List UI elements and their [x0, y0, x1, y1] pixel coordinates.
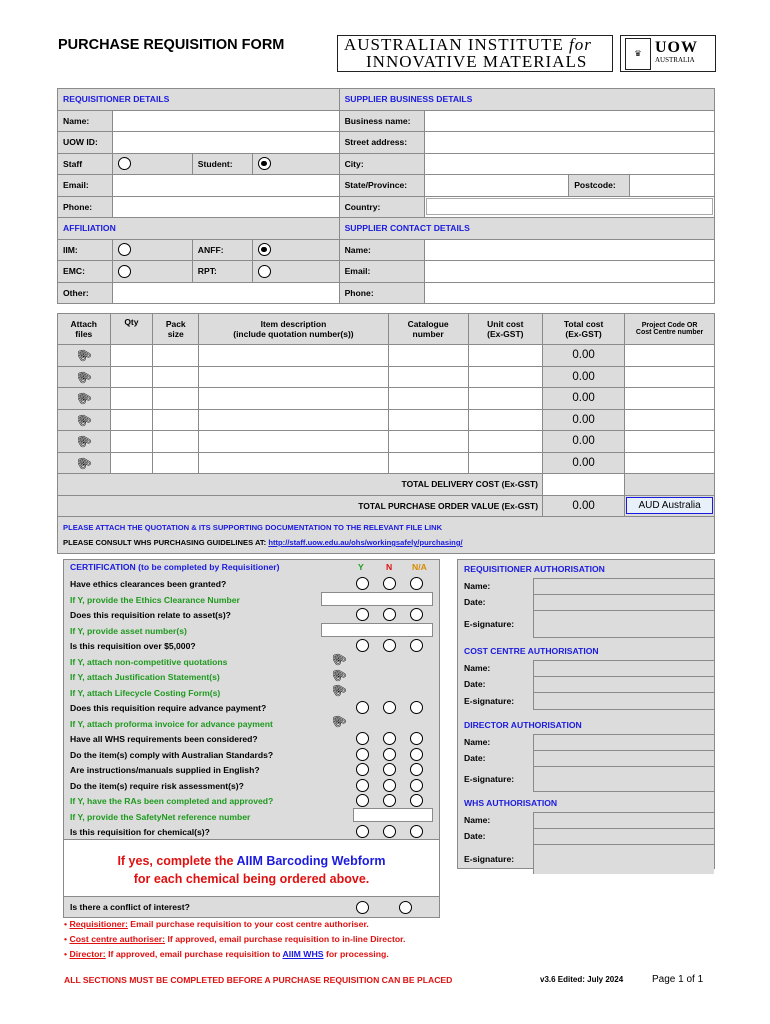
other-field[interactable]: [112, 282, 339, 304]
cc-auth-date-label: Date:: [464, 679, 486, 689]
contact-email-field[interactable]: [424, 261, 714, 283]
q-chemicals: Is this requisition for chemical(s)?: [70, 827, 210, 837]
iim-label: IIM:: [58, 239, 113, 261]
req-auth-date-field[interactable]: [533, 594, 714, 610]
contact-email-label: Email:: [339, 261, 424, 283]
cc-auth-heading: COST CENTRE AUTHORISATION: [464, 646, 599, 656]
col-total-cost: Total cost (Ex-GST): [543, 314, 625, 345]
english-y-radio[interactable]: [356, 763, 369, 776]
q-advance-payment: Does this requisition require advance payment?: [70, 703, 267, 713]
emc-radio[interactable]: [118, 265, 131, 278]
ethics-n-radio[interactable]: [383, 577, 396, 590]
instr-role-director: Director:: [69, 949, 106, 959]
attach-note: PLEASE ATTACH THE QUOTATION & ITS SUPPORTING DOCUMENTATION TO THE RELEVANT FILE LINK: [63, 523, 443, 532]
q-proforma: If Y, attach proforma invoice for advance payment: [70, 718, 273, 729]
na-header: N/A: [412, 562, 427, 572]
q-conflict: Is there a conflict of interest?: [70, 902, 190, 912]
whs-auth-esig-field[interactable]: [533, 844, 714, 874]
whs-auth-heading: WHS AUTHORISATION: [464, 798, 558, 808]
req-auth-esig-field[interactable]: [533, 610, 714, 638]
whs-auth-esig-label: E-signature:: [464, 854, 515, 864]
col-project-code: Project Code OR Cost Centre number: [625, 314, 715, 345]
whs-note: PLEASE CONSULT WHS PURCHASING GUIDELINES AT:: [63, 538, 267, 547]
city-field[interactable]: [424, 153, 714, 175]
conflict-n-radio[interactable]: [399, 901, 412, 914]
chem-n-radio[interactable]: [383, 825, 396, 838]
ethics-y-radio[interactable]: [356, 577, 369, 590]
uow-logo: [620, 35, 716, 72]
dir-auth-esig-field[interactable]: [533, 766, 714, 792]
req-auth-heading: REQUISITIONER AUTHORISATION: [464, 564, 605, 574]
col-pack: Pack size: [153, 314, 199, 345]
other-label: Other:: [58, 282, 113, 304]
req-name-label: Name:: [58, 110, 113, 132]
chemical-callout: [64, 839, 439, 897]
q-ras-approved: If Y, have the RAs been completed and approved?: [70, 796, 274, 806]
country-label: Country:: [339, 196, 424, 218]
anff-radio[interactable]: [258, 243, 271, 256]
standards-na-radio[interactable]: [410, 748, 423, 761]
standards-n-radio[interactable]: [383, 748, 396, 761]
item-row: [58, 388, 715, 410]
postcode-field[interactable]: [630, 175, 715, 197]
row-total: 0.00: [543, 366, 625, 388]
staff-label: Staff: [58, 153, 113, 175]
ethics-na-radio[interactable]: [410, 577, 423, 590]
chem-y-radio[interactable]: [356, 825, 369, 838]
student-radio[interactable]: [258, 157, 271, 170]
row-total: 0.00: [543, 388, 625, 410]
whs-y-radio[interactable]: [356, 732, 369, 745]
page-number: Page 1 of 1: [652, 974, 704, 985]
standards-y-radio[interactable]: [356, 748, 369, 761]
item-row: [58, 431, 715, 453]
dir-auth-name-label: Name:: [464, 737, 491, 747]
q-ethics-number: If Y, provide the Ethics Clearance Number: [70, 594, 240, 605]
req-auth-name-label: Name:: [464, 581, 491, 591]
country-select[interactable]: [426, 198, 713, 215]
attach-file-icon[interactable]: 🖇: [73, 452, 95, 474]
attach-proforma-icon[interactable]: 🖇: [328, 710, 349, 732]
req-email-field[interactable]: [112, 175, 339, 197]
state-field[interactable]: [424, 175, 569, 197]
page-title: PURCHASE REQUISITION FORM: [58, 37, 285, 53]
q-asset-number: If Y, provide asset number(s): [70, 625, 187, 636]
emc-label: EMC:: [58, 261, 113, 283]
chem-na-radio[interactable]: [410, 825, 423, 838]
n-header: N: [386, 562, 393, 572]
req-email-label: Email:: [58, 175, 113, 197]
cc-auth-date-field[interactable]: [533, 676, 714, 692]
q-whs: Have all WHS requirements been considered?: [70, 734, 258, 744]
delivery-cost-label: TOTAL DELIVERY COST (Ex-GST): [58, 474, 543, 496]
col-catalogue: Catalogue number: [388, 314, 468, 345]
supplier-heading: SUPPLIER BUSINESS DETAILS: [339, 89, 714, 111]
contact-phone-field[interactable]: [424, 282, 714, 304]
dir-auth-date-field[interactable]: [533, 750, 714, 766]
po-value: 0.00: [543, 495, 625, 517]
contact-name-label: Name:: [339, 239, 424, 261]
rpt-label: RPT:: [192, 261, 252, 283]
requisitioner-heading: REQUISITIONER DETAILS: [58, 89, 340, 111]
logo-line1: AUSTRALIAN INSTITUTE: [344, 35, 564, 54]
q-over-5000: Is this requisition over $5,000?: [70, 641, 196, 651]
delivery-cost-field[interactable]: [543, 474, 625, 496]
business-name-label: Business name:: [339, 110, 424, 132]
req-auth-date-label: Date:: [464, 597, 486, 607]
state-label: State/Province:: [339, 175, 424, 197]
risk-y-radio[interactable]: [356, 779, 369, 792]
advance-na-radio[interactable]: [410, 701, 423, 714]
barcoding-webform-link[interactable]: AIIM Barcoding Webform: [236, 854, 386, 868]
cc-auth-name-field[interactable]: [533, 660, 714, 676]
ras-y-radio[interactable]: [356, 794, 369, 807]
instr-role-cost-centre: Cost centre authoriser:: [69, 934, 166, 944]
row-total: 0.00: [543, 345, 625, 367]
item-row: [58, 409, 715, 431]
attach-file-icon[interactable]: 🖇: [73, 387, 95, 409]
whs-na-radio[interactable]: [410, 732, 423, 745]
footer-warning: ALL SECTIONS MUST BE COMPLETED BEFORE A PURCHASE REQUISITION CAN BE PLACED: [64, 975, 453, 985]
q-ethics: Have ethics clearances been granted?: [70, 579, 227, 589]
assets-y-radio[interactable]: [356, 608, 369, 621]
chem-text-post: for each chemical being ordered above.: [133, 872, 370, 886]
req-auth-esig-label: E-signature:: [464, 619, 515, 629]
iim-radio[interactable]: [118, 243, 131, 256]
cc-auth-name-label: Name:: [464, 663, 491, 673]
whs-n-radio[interactable]: [383, 732, 396, 745]
attach-file-icon[interactable]: 🖇: [73, 430, 95, 452]
col-description: Item description (include quotation number(s)): [199, 314, 388, 345]
uow-wordmark: UOW: [655, 38, 698, 56]
col-attach: Attach files: [58, 314, 111, 345]
over5000-n-radio[interactable]: [383, 639, 396, 652]
attach-file-icon[interactable]: 🖇: [73, 366, 95, 388]
instr-text-3b: for processing.: [323, 949, 389, 959]
authorisation-panel: [457, 559, 715, 869]
staff-radio[interactable]: [118, 157, 131, 170]
supplier-contact-heading: SUPPLIER CONTACT DETAILS: [339, 218, 714, 240]
q-risk: Do the item(s) require risk assessment(s)?: [70, 780, 244, 791]
q-english: Are instructions/manuals supplied in English?: [70, 765, 260, 775]
logo-for: for: [568, 35, 592, 54]
req-phone-field[interactable]: [112, 196, 339, 218]
contact-phone-label: Phone:: [339, 282, 424, 304]
q-lifecycle: If Y, attach Lifecycle Costing Form(s): [70, 687, 221, 698]
items-table: [57, 313, 715, 554]
over5000-na-radio[interactable]: [410, 639, 423, 652]
y-header: Y: [358, 562, 364, 572]
item-row: [58, 366, 715, 388]
whs-auth-date-field[interactable]: [533, 828, 714, 844]
chem-text-pre: If yes, complete the: [117, 854, 237, 868]
student-label: Student:: [192, 153, 252, 175]
rpt-radio[interactable]: [258, 265, 271, 278]
certification-radios: [356, 577, 436, 841]
conflict-y-radio[interactable]: [356, 901, 369, 914]
postcode-label: Postcode:: [569, 175, 630, 197]
row-total: 0.00: [543, 431, 625, 453]
risk-na-radio[interactable]: [410, 779, 423, 792]
advance-y-radio[interactable]: [356, 701, 369, 714]
q-justification: If Y, attach Justification Statement(s): [70, 672, 220, 682]
street-field[interactable]: [424, 132, 714, 154]
aiim-logo: [337, 35, 613, 72]
whs-auth-name-label: Name:: [464, 815, 491, 825]
affiliation-heading: AFFILIATION: [58, 218, 340, 240]
attach-file-icon[interactable]: 🖇: [73, 409, 95, 431]
logo-line2: INNOVATIVE MATERIALS: [366, 52, 588, 71]
ras-na-radio[interactable]: [410, 794, 423, 807]
uow-country: AUSTRALIA: [655, 55, 695, 64]
item-row: [58, 452, 715, 474]
certification-heading: CERTIFICATION (to be completed by Requisitioner): [70, 562, 280, 572]
col-qty: Qty: [110, 314, 153, 345]
contact-name-field[interactable]: [424, 239, 714, 261]
assets-n-radio[interactable]: [383, 608, 396, 621]
po-value-label: TOTAL PURCHASE ORDER VALUE (Ex-GST): [58, 495, 543, 517]
instr-text-1: Email purchase requisition to your cost centre authoriser.: [127, 919, 369, 929]
whs-auth-date-label: Date:: [464, 831, 486, 841]
advance-n-radio[interactable]: [383, 701, 396, 714]
req-phone-label: Phone:: [58, 196, 113, 218]
uow-id-field[interactable]: [112, 132, 339, 154]
instr-text-2: If approved, email purchase requisition to in-line Director.: [165, 934, 406, 944]
assets-na-radio[interactable]: [410, 608, 423, 621]
business-name-field[interactable]: [424, 110, 714, 132]
req-name-field[interactable]: [112, 110, 339, 132]
over5000-y-radio[interactable]: [356, 639, 369, 652]
row-total: 0.00: [543, 409, 625, 431]
risk-n-radio[interactable]: [383, 779, 396, 792]
q-safetynet: If Y, provide the SafetyNet reference number: [70, 811, 251, 822]
director-auth-heading: DIRECTOR AUTHORISATION: [464, 720, 582, 730]
instructions: • Requisitioner: Email purchase requisition to your cost centre authoriser. • Cost centre authoriser: If approved, email purchase requisition to in-line Director. • Director: If approved, email purchase requisition to AIIM WHS for processing.: [64, 919, 406, 959]
english-n-radio[interactable]: [383, 763, 396, 776]
attach-quotations-icon[interactable]: 🖇: [328, 648, 349, 670]
version-label: v3.6 Edited: July 2024: [540, 975, 624, 984]
req-auth-name-field[interactable]: [533, 578, 714, 594]
currency-select[interactable]: AUD Australia: [626, 497, 713, 514]
anff-label: ANFF:: [192, 239, 252, 261]
uow-id-label: UOW ID:: [58, 132, 113, 154]
q-assets: Does this requisition relate to asset(s)?: [70, 610, 231, 620]
aiim-whs-link[interactable]: AIIM WHS: [282, 949, 324, 959]
whs-auth-name-field[interactable]: [533, 812, 714, 828]
dir-auth-date-label: Date:: [464, 753, 486, 763]
street-label: Street address:: [339, 132, 424, 154]
whs-guidelines-link[interactable]: http://staff.uow.edu.au/ohs/workingsafely/purchasing/: [268, 538, 463, 547]
instr-text-3: If approved, email purchase requisition to: [105, 949, 283, 959]
dir-auth-esig-label: E-signature:: [464, 774, 515, 784]
dir-auth-name-field[interactable]: [533, 734, 714, 750]
english-na-radio[interactable]: [410, 763, 423, 776]
attach-justification-icon[interactable]: 🖇: [328, 664, 349, 686]
attach-lifecycle-icon[interactable]: 🖇: [328, 679, 349, 701]
cc-auth-esig-label: E-signature:: [464, 696, 515, 706]
attach-file-icon[interactable]: 🖇: [73, 344, 95, 366]
row-total: 0.00: [543, 452, 625, 474]
instr-role-requisitioner: Requisitioner:: [69, 919, 128, 929]
q-standards: Do the item(s) comply with Australian Standards?: [70, 749, 274, 760]
item-row: [58, 345, 715, 367]
col-unit-cost: Unit cost (Ex-GST): [468, 314, 542, 345]
cc-auth-esig-field[interactable]: [533, 692, 714, 710]
city-label: City:: [339, 153, 424, 175]
ras-n-radio[interactable]: [383, 794, 396, 807]
details-table: [57, 88, 715, 304]
crest-icon: ♛: [625, 38, 651, 70]
q-quotations: If Y, attach non-competitive quotations: [70, 656, 228, 667]
